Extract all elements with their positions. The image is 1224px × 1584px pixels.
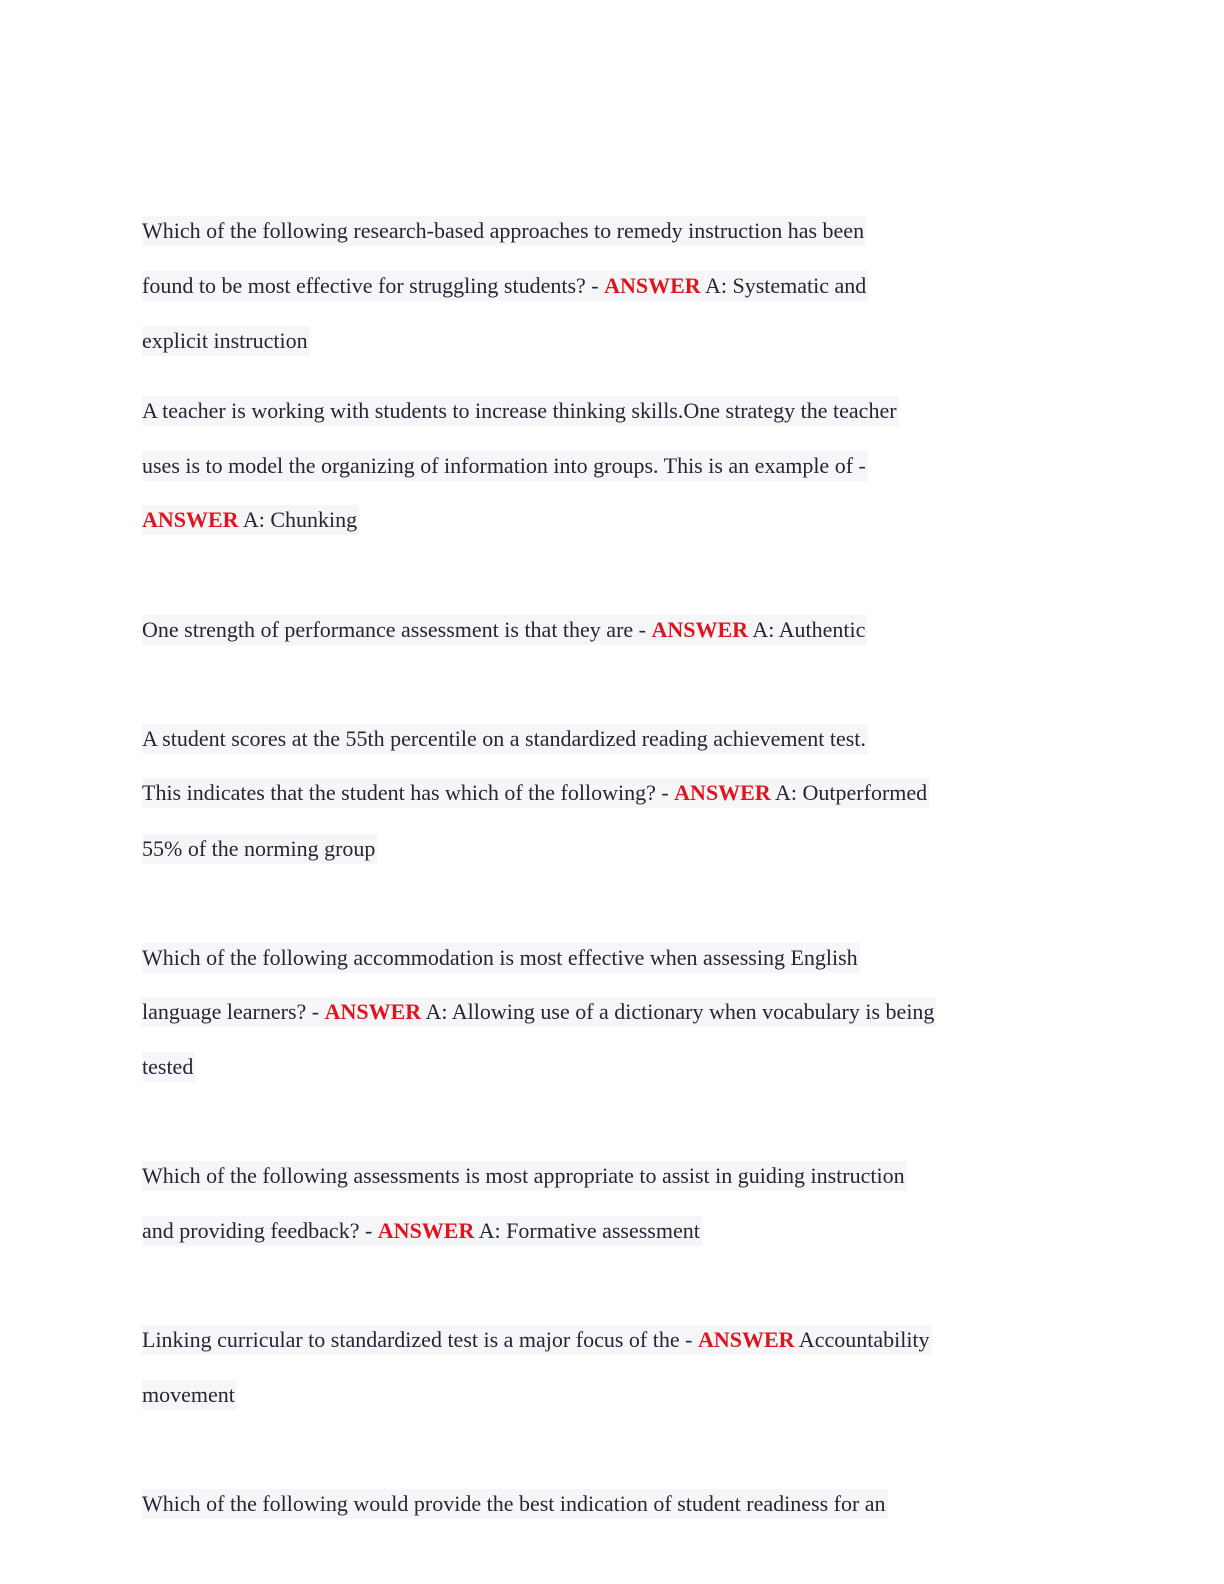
text-line (142, 396, 899, 426)
text-line (142, 724, 868, 754)
text-line (142, 834, 377, 864)
text: found to be most effective for struggling students? - (142, 273, 605, 298)
text: This indicates that the student has which of the following? - (142, 780, 675, 805)
text: A: Systematic and (700, 273, 867, 298)
text: Linking curricular to standardized test is a major focus of the - (142, 1327, 698, 1352)
text: Accountability (794, 1327, 930, 1352)
answer-label: ANSWER (651, 617, 749, 642)
text-line (142, 216, 866, 246)
text: tested (142, 1054, 194, 1079)
text-line (142, 451, 868, 481)
answer-label: ANSWER (697, 1327, 795, 1352)
text: One strength of performance assessment is that they are - (142, 617, 652, 642)
text-line (142, 1380, 237, 1410)
answer-label: ANSWER (674, 780, 771, 805)
text: A: Formative assessment (474, 1218, 700, 1243)
text: A teacher is working with students to increase thinking skills.One strategy the teacher (142, 398, 897, 423)
text-line (142, 1489, 888, 1519)
text-line (142, 326, 310, 356)
text-line (142, 1161, 907, 1191)
text: and providing feedback? - (142, 1218, 378, 1243)
answer-label: ANSWER (142, 507, 239, 532)
answer-label: ANSWER (604, 273, 701, 298)
text-line (142, 505, 359, 535)
text: A: Authentic (748, 617, 866, 642)
answer-label: ANSWER (377, 1218, 475, 1243)
text-line (142, 1052, 195, 1082)
text: Which of the following assessments is most appropriate to assist in guiding instruction (142, 1163, 905, 1188)
text-line (142, 778, 929, 808)
text-line (142, 615, 867, 645)
text: uses is to model the organizing of information into groups. This is an example of - (142, 453, 866, 478)
text: Which of the following would provide the best indication of student readiness for an (142, 1491, 886, 1516)
answer-label: ANSWER (324, 999, 422, 1024)
text: A: Outperformed (770, 780, 928, 805)
text: A: Allowing use of a dictionary when vocabulary is being (421, 999, 935, 1024)
text-line (142, 1216, 702, 1246)
text-line (142, 1325, 932, 1355)
text-line (142, 943, 860, 973)
text: movement (142, 1382, 235, 1407)
text: Which of the following research-based approaches to remedy instruction has been (142, 218, 865, 243)
text: A student scores at the 55th percentile on a standardized reading achievement test. (142, 726, 866, 751)
text-line (142, 271, 868, 301)
text: 55% of the norming group (142, 836, 376, 861)
text: Which of the following accommodation is most effective when assessing English (142, 945, 858, 970)
text: A: Chunking (238, 507, 358, 532)
text: explicit instruction (142, 328, 308, 353)
text: language learners? - (142, 999, 325, 1024)
text-line (142, 997, 936, 1027)
